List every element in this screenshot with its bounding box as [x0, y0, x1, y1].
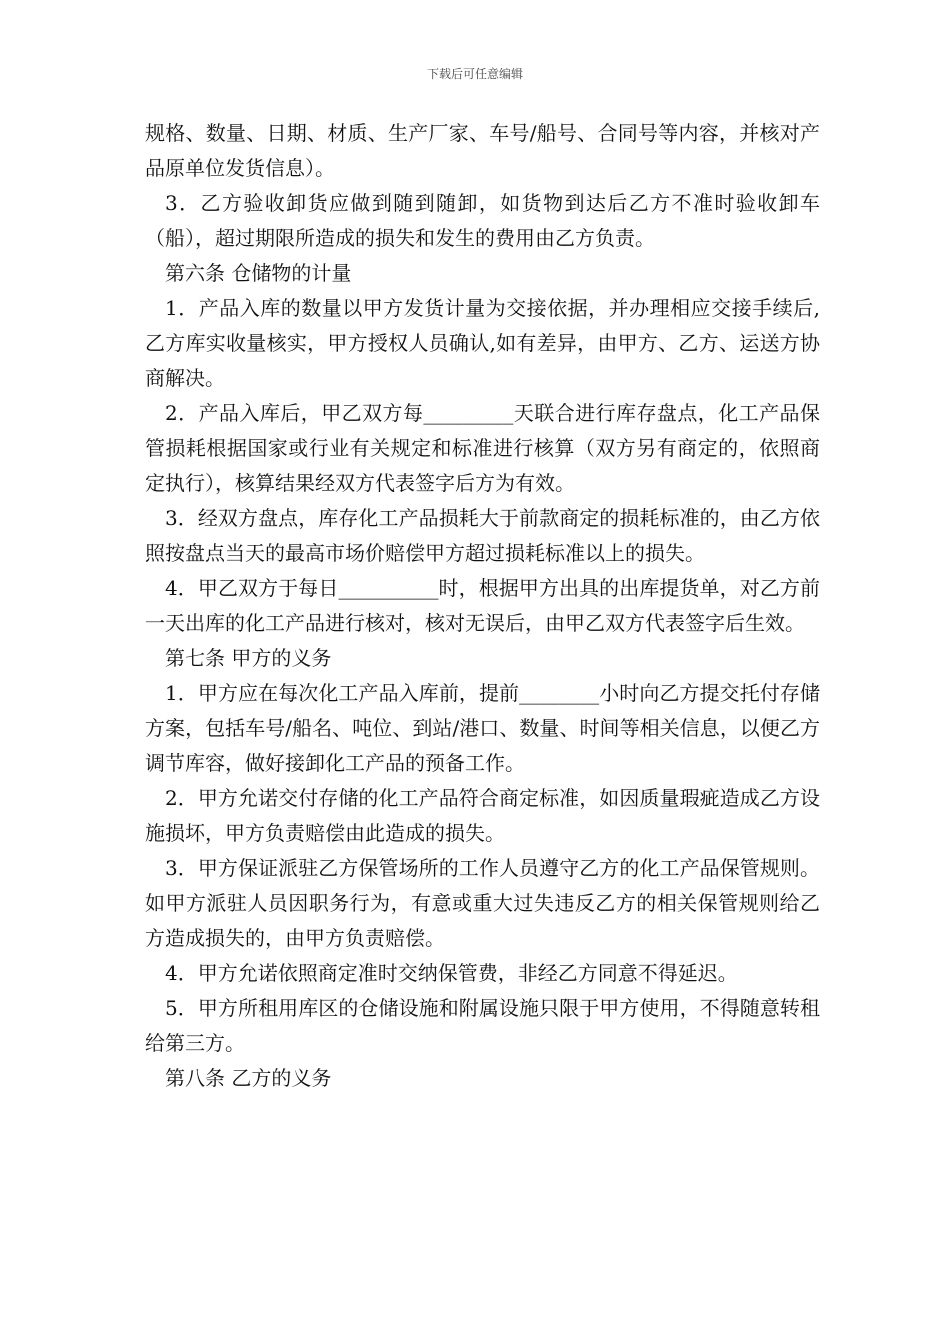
article-heading-8: 第八条 乙方的义务 [165, 1066, 332, 1090]
page-header: 下载后可任意编辑 [426, 67, 523, 81]
clause-item: 4．甲方允诺依照商定准时交纳保管费，非经乙方同意不得延迟。 [165, 961, 738, 985]
document-body [145, 116, 820, 1096]
clause-item: 2．产品入库后，甲乙双方每_________天联合进行库存盘点，化工产品保管损耗根据国家或行业有关规定和标准进行核算（双方另有商定的，依照商定执行），核算结果经双方代表签字后方为有效。 [145, 401, 820, 495]
clause-item: 1．甲方应在每次化工产品入库前，提前________小时向乙方提交托付存储方案，包括车号/船名、吨位、到站/港口、数量、时间等相关信息，以便乙方调节库容，做好接卸化工产品的预备工作。 [145, 681, 820, 775]
clause-item: 4．甲乙双方于每日__________时，根据甲方出具的出库提货单，对乙方前一天出库的化工产品进行核对，核对无误后，由甲乙双方代表签字后生效。 [145, 576, 820, 635]
clause-item: 3．甲方保证派驻乙方保管场所的工作人员遵守乙方的化工产品保管规则。如甲方派驻人员因职务行为，有意或重大过失违反乙方的相关保管规则给乙方造成损失的，由甲方负责赔偿。 [145, 856, 820, 950]
clause-item: 3．经双方盘点，库存化工产品损耗大于前款商定的损耗标准的，由乙方依照按盘点当天的最高市场价赔偿甲方超过损耗标准以上的损失。 [145, 506, 820, 565]
clause-item: 1．产品入库的数量以甲方发货计量为交接依据，并办理相应交接手续后,乙方库实收量核实，甲方授权人员确认,如有差异，由甲方、乙方、运送方协商解决。 [145, 296, 820, 390]
article-heading-7: 第七条 甲方的义务 [165, 646, 332, 670]
clause-item: 2．甲方允诺交付存储的化工产品符合商定标准，如因质量瑕疵造成乙方设施损坏，甲方负责赔偿由此造成的损失。 [145, 786, 820, 845]
clause-item: 5．甲方所租用库区的仓储设施和附属设施只限于甲方使用，不得随意转租给第三方。 [145, 996, 820, 1055]
paragraph-continuation: 规格、数量、日期、材质、生产厂家、车号/船号、合同号等内容，并核对产品原单位发货信息）。 [145, 121, 820, 180]
article-heading-6: 第六条 仓储物的计量 [165, 261, 352, 285]
clause-item: 3．乙方验收卸货应做到随到随卸，如货物到达后乙方不准时验收卸车（船），超过期限所造成的损失和发生的费用由乙方负责。 [145, 191, 820, 250]
